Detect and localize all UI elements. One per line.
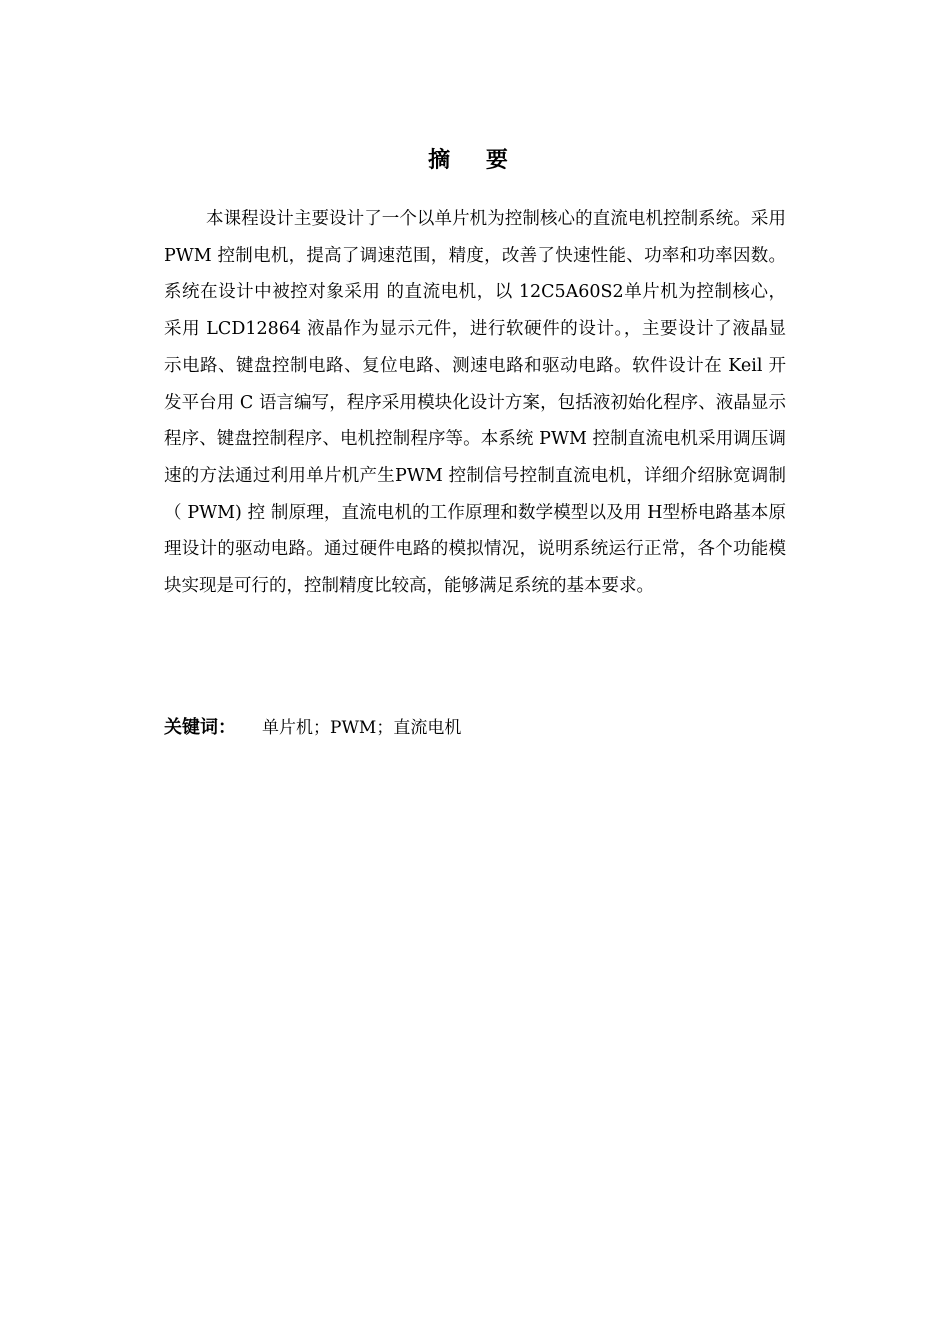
keywords-value: 单片机；PWM；直流电机	[262, 718, 462, 738]
abstract-title: 摘 要	[428, 148, 522, 173]
keywords-line	[164, 714, 786, 743]
keywords-label: 关键词：	[164, 717, 236, 738]
abstract-body: 本课程设计主要设计了一个以单片机为控制核心的直流电机控制系统。采用PWM 控制电机，提高了调速范围，精度，改善了快速性能、功率和功率因数。系统在设计中被控对象采用 的直流电机，以 12C5A60S2单片机为控制核心，采用 LCD12864 液晶作为显示元件，进行软硬件的设计。，主要设计了液晶显示电路、键盘控制电路、复位电路、测速电路和驱动电路。软件设计在 Keil 开发平台用 C 语言编写，程序采用模块化设计方案，包括液初始化程序、液晶显示程序、键盘控制程序、电机控制程序等。本系统 PWM 控制直流电机采用调压调速的方法通过利用单片机产生PWM 控制信号控制直流电机，详细介绍脉宽调制（ PWM) 控 制原理，直流电机的工作原理和数学模型以及用 H型桥电路基本原理设计的驱动电路。通过硬件电路的模拟情况，说明系统运行正常，各个功能模块实现是可行的，控制精度比较高，能够满足系统的基本要求。	[164, 209, 786, 597]
